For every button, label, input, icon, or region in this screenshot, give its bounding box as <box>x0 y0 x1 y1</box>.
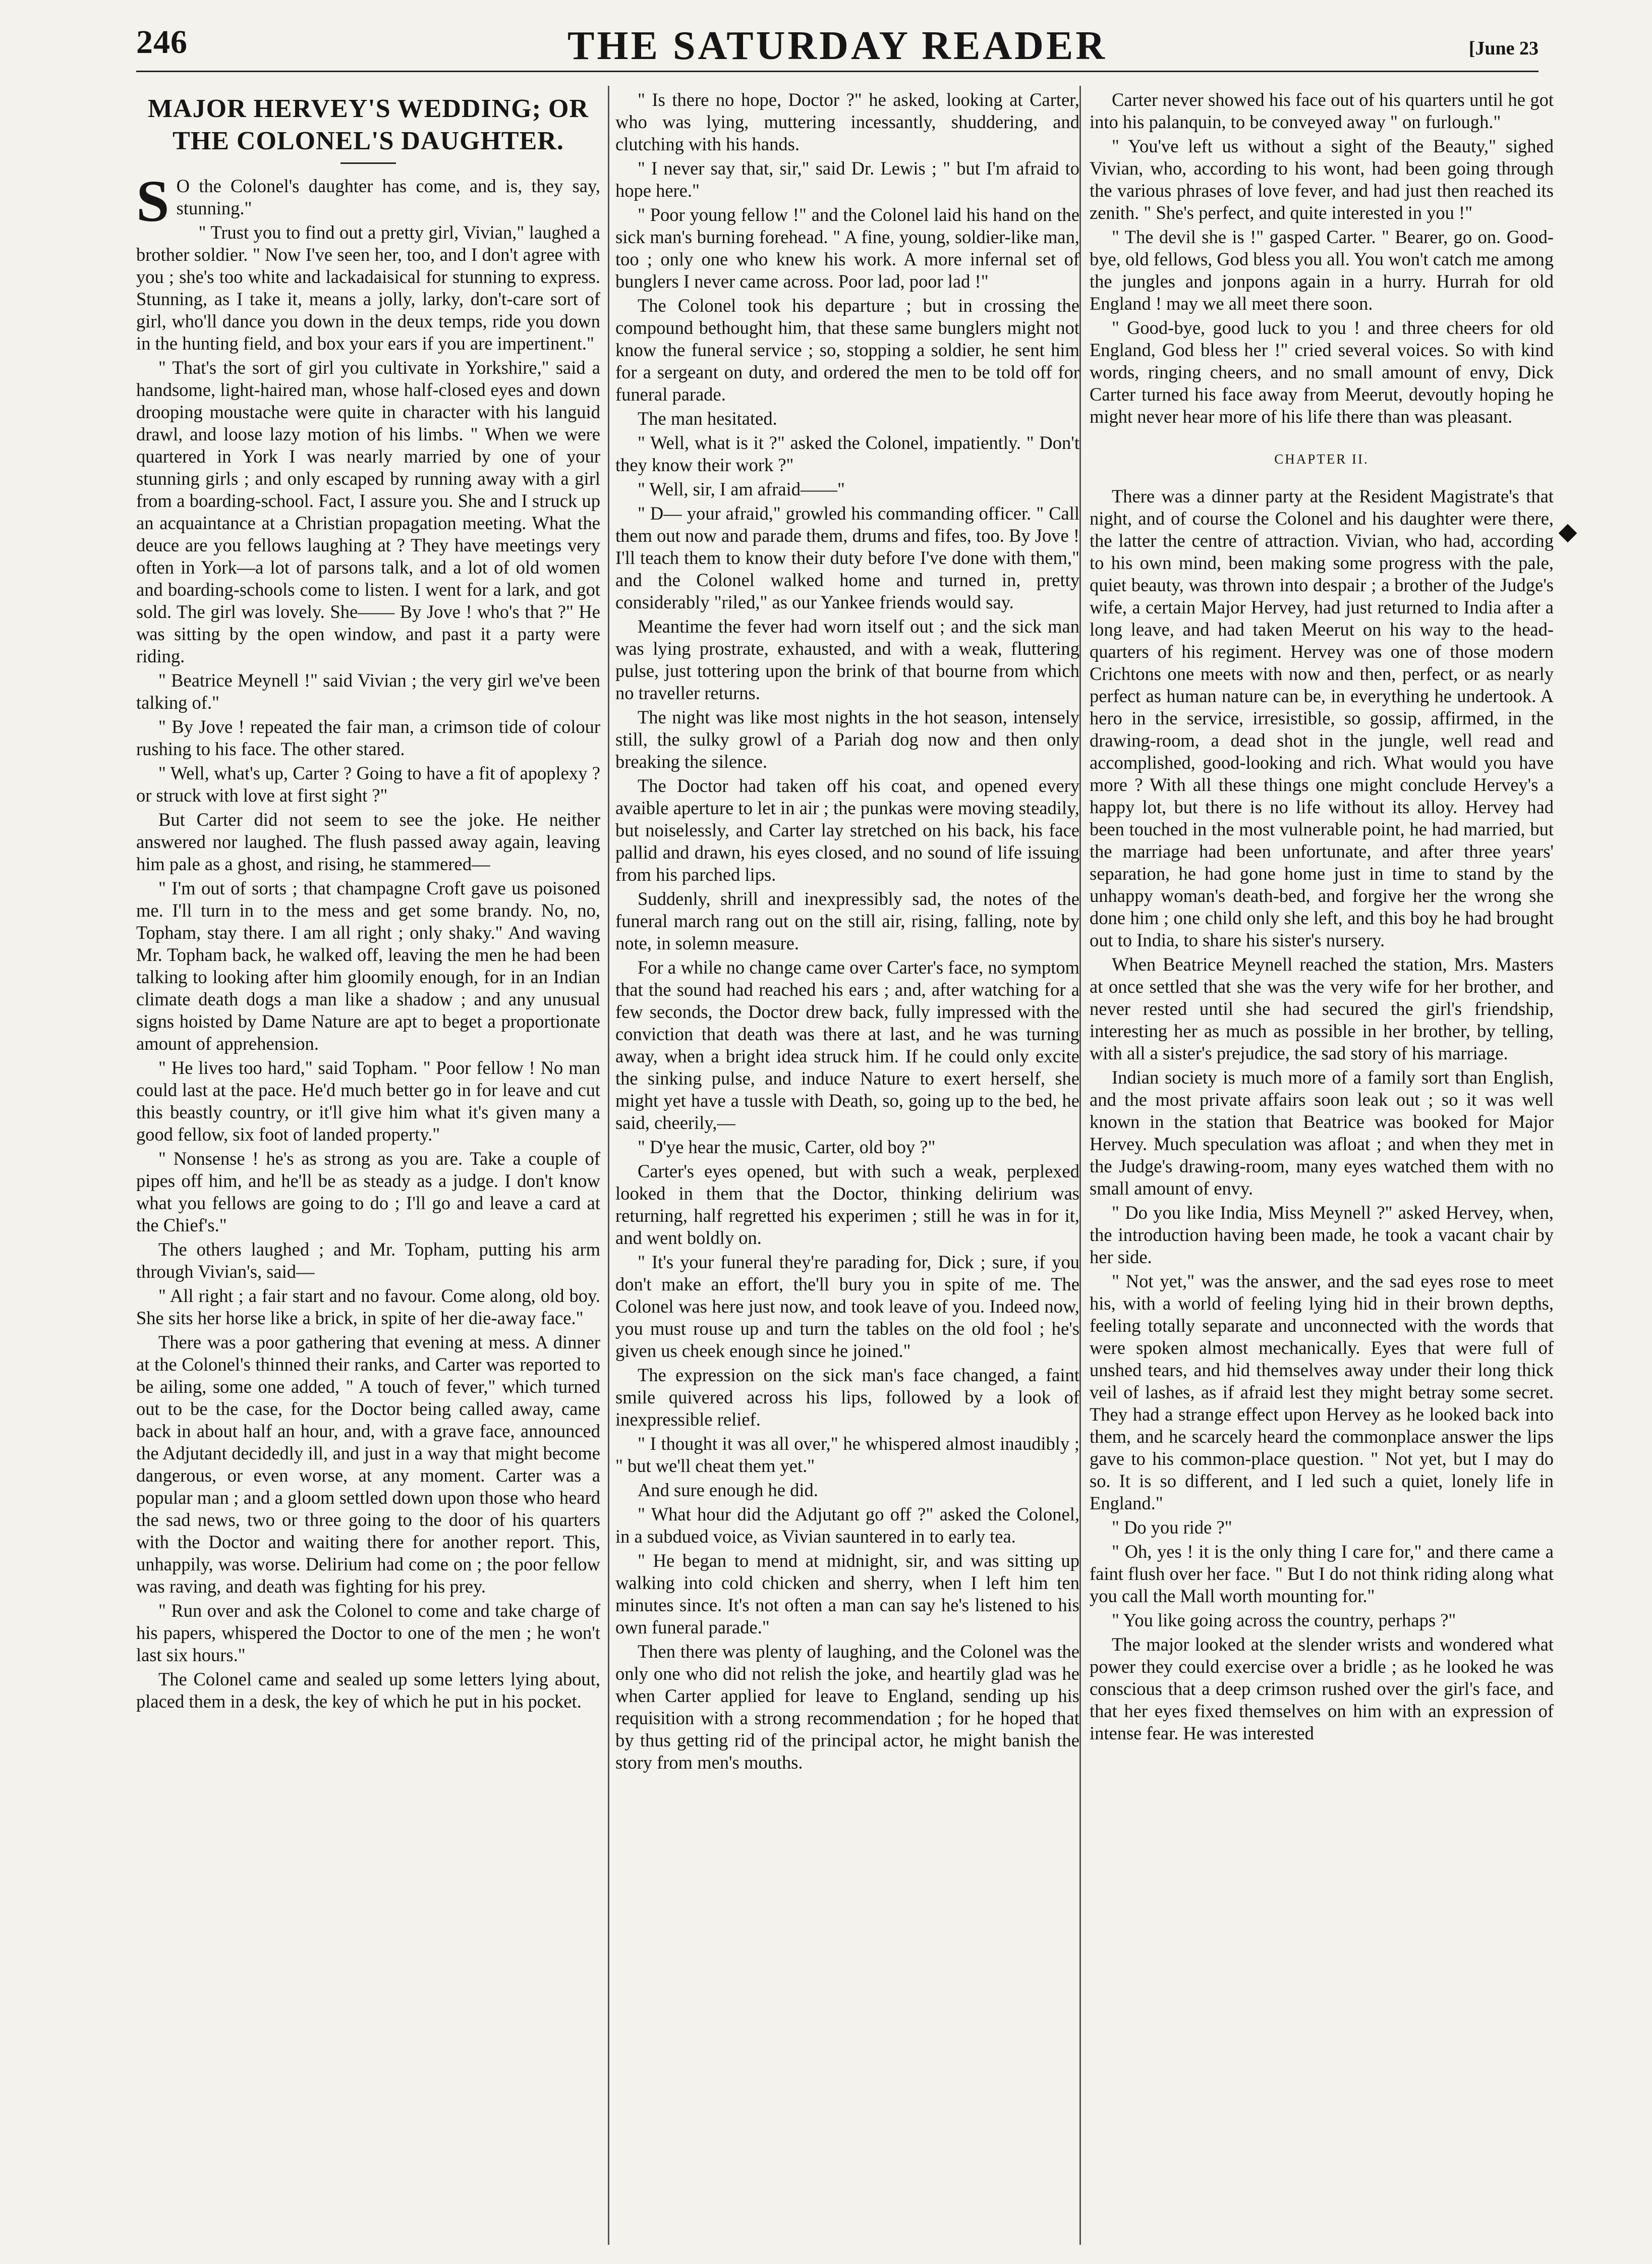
margin-marker-icon <box>1559 524 1577 543</box>
paragraph: There was a dinner party at the Resident Magistrate's that night, and of course the Colonel and his daughter were there, the latter the centre of attraction. Vivian, who had, according to his own mind, been making some progress with the pale, quiet beauty, was thrown into despair ; a brother of the Judge's wife, a certain Major Hervey, had just returned to India after a long leave, and had taken Meerut on his way to the head-quarters of his regiment. Hervey was one of those modern Crichtons one meets with now and then, perfect, or as nearly perfect as human nature can be, in everything he undertook. A hero in the service, irresistible, so gossip, affirmed, in the drawing-room, a dead shot in the jungle, well read and accomplished, good-looking and rich. What would you have more ? With all these things one might conclude Hervey's a happy lot, but there is no life without its alloy. Hervey had been touched in the most vulnerable point, he had married, but the marriage had been unfortunate, and after three years' separation, he had gone home just in time to stand by the unhappy woman's death-bed, and forgive her the wrong she done him ; one child only she left, and this boy he had brought out to India, to share his sister's nursery. <box>1090 486 1554 950</box>
paragraph: " I never say that, sir," said Dr. Lewis ; " but I'm afraid to hope here." <box>615 158 1079 201</box>
paragraph: " Beatrice Meynell !" said Vivian ; the very girl we've been talking of." <box>136 670 600 713</box>
paragraph: " It's your funeral they're parading for, Dick ; sure, if you don't make an effort, the'll bury you in spite of me. The Colonel was here just now, and took leave of you. Indeed now, you must rouse up and turn the tables on the old fool ; he's given us cheek enough since he joined." <box>615 1252 1079 1361</box>
column-3-paragraphs-bottom <box>1090 485 1554 1744</box>
paragraph: " I'm out of sorts ; that champagne Croft gave us poisoned me. I'll turn in to the mess and get some brandy. No, no, Topham, stay there. I am all right ; only shaky." And waving Mr. Topham back, he walked off, leaving the men he had been talking to looking after him gloomily enough, for in an Indian climate death dogs a man like a shadow ; and any unusual signs hoisted by Dame Nature are apt to beget a proportionate amount of apprehension. <box>136 878 600 1054</box>
paragraph: But Carter did not seem to see the joke. He neither answered nor laughed. The flush passed away again, leaving him pale as a ghost, and rising, he stammered— <box>136 809 600 874</box>
paragraph: The night was like most nights in the hot season, intensely still, the sulky growl of a Pariah dog now and then only breaking the silence. <box>615 707 1079 772</box>
paragraph: " Nonsense ! he's as strong as you are. Take a couple of pipes off him, and he'll be as steady as a judge. I don't know what you fellows are going to do ; I'll go and leave a card at the Chief's." <box>136 1148 600 1235</box>
paragraph: " D— your afraid," growled his commanding officer. " Call them out now and parade them, drums and fifes, too. By Jove ! I'll teach them to know their duty before I've done with them," and the Colonel walked home and turned in, pretty considerably "riled," as our Yankee friends would say. <box>615 503 1079 612</box>
paragraph: Meantime the fever had worn itself out ; and the sick man was lying prostrate, exhausted, and with a weak, fluttering pulse, just tottering upon the brink of that bourne from which no traveller returns. <box>615 616 1079 703</box>
page-number: 246 <box>136 24 188 61</box>
paragraph: " Is there no hope, Doctor ?" he asked, looking at Carter, who was lying, muttering incessantly, shuddering, and clutching with his hands. <box>615 89 1079 154</box>
column-divider <box>1079 86 1081 2245</box>
paragraph: " Do you like India, Miss Meynell ?" asked Hervey, when, the introduction having been made, he took a vacant chair by her side. <box>1090 1202 1554 1267</box>
paragraph: The man hesitated. <box>638 408 777 429</box>
paragraph: " Good-bye, good luck to you ! and three cheers for old England, God bless her !" cried several voices. So with kind words, ringing cheers, and no small amount of envy, Dick Carter turned his face away from Meerut, devoutly hoping he might never hear more of his life there than was pleasant. <box>1090 317 1554 427</box>
paragraph: The Doctor had taken off his coat, and opened every avaible aperture to let in air ; the punkas were moving steadily, but noiselessly, and Carter lay stretched on his back, his face pallid and drawn, his eyes closed, and no sound of life issuing from his parched lips. <box>615 775 1079 885</box>
column-3-paragraphs-top <box>1090 89 1554 428</box>
paragraph: When Beatrice Meynell reached the station, Mrs. Masters at once settled that she was the very wife for her brother, and never rested until she had secured the girl's friendship, interesting her as much as possible in her brother, by telling, with all a sister's prejudice, the sad story of his marriage. <box>1090 954 1554 1063</box>
paragraph: " Well, sir, I am afraid——" <box>638 479 845 499</box>
paragraph: The others laughed ; and Mr. Topham, putting his arm through Vivian's, said— <box>136 1239 600 1282</box>
header-rule <box>136 71 1539 72</box>
paragraph: " You like going across the country, perhaps ?" <box>1112 1610 1456 1630</box>
paragraph: " By Jove ! repeated the fair man, a crimson tide of colour rushing to his face. The other stared. <box>136 716 600 759</box>
paragraph: Carter's eyes opened, but with such a weak, perplexed looked in them that the Doctor, thinking delirium was returning, half regretted his experimen ; still he was in for it, and went boldly on. <box>615 1161 1079 1248</box>
drop-cap: S <box>136 168 169 234</box>
paragraph: Then there was plenty of laughing, and the Colonel was the only one who did not relish the joke, and heartily glad was he when Carter applied for leave to England, sending up his requisition with a strong recommendation ; for he hoped that by thus getting rid of the principal actor, he might banish the story from men's mouths. <box>615 1641 1079 1773</box>
paragraph: " He lives too hard," said Topham. " Poor fellow ! No man could last at the pace. He'd much better go in for leave and cut this beastly country, or it'll give him what it's given many a good fellow, six foot of landed property." <box>136 1057 600 1145</box>
paragraph: " You've left us without a sight of the Beauty," sighed Vivian, who, according to his wont, had been going through the various phrases of love fever, and had just then reached its zenith. " She's perfect, and quite interested in you !" <box>1090 136 1554 223</box>
article-title-line-2: THE COLONEL'S DAUGHTER. <box>173 127 564 155</box>
paragraph: The Colonel came and sealed up some letters lying about, placed them in a desk, the key of which he put in his pocket. <box>136 1669 600 1712</box>
paragraph: " That's the sort of girl you cultivate in Yorkshire," said a handsome, light-haired man, whose half-closed eyes and down drooping moustache were quite in character with his languid drawl, and loose lazy motion of his limbs. " When we were quartered in York I was nearly married by one of your stunning girls ; and only escaped by running away with a girl from a boarding-school. Fact, I assure you. She and I struck up an acquaintance at a Christian propagation meeting. What the deuce are you fellows laughing at ? They have meetings very often in York—a lot of parsons talk, and a lot of old women and boarding-schools come to listen. I went for a lark, and got sold. The girl was lovely. She—— By Jove ! who's that ?" He was sitting by the open window, and past it a party were riding. <box>136 357 600 666</box>
paragraph: " Well, what's up, Carter ? Going to have a fit of apoplexy ? or struck with love at first sight ?" <box>136 763 600 806</box>
paragraph: " Trust you to find out a pretty girl, Vivian," laughed a brother soldier. " Now I've seen her, too, and I don't agree with you ; she's too white and lackadaisical for stunning to express. Stunning, as I take it, means a jolly, larky, don't-care sort of girl, who'll dance you down in the deux temps, ride you down in the hunting field, and box your ears if you are impertinent." <box>136 222 600 354</box>
paragraph: " I thought it was all over," he whispered almost inaudibly ; " but we'll cheat them yet." <box>615 1433 1079 1476</box>
paragraph: " Run over and ask the Colonel to come and take charge of his papers, whispered the Doctor to one of the men ; he won't last six hours." <box>136 1600 600 1665</box>
opening-paragraph <box>136 168 600 234</box>
paragraph: " Not yet," was the answer, and the sad eyes rose to meet his, with a world of feeling lying hid in their brown depths, feeling totally separate and unconnected with the words that were spoken almost mechanically. Eyes that were full of unshed tears, and hid themselves away under their long thick veil of lashes, as if afraid lest they might betray some secret. They had a strange effect upon Hervey as he looked back into them, and he scarcely heard the commonplace answer the lips gave to his common-place question. " Not yet, but I may do so. It is so different, and I led such a quiet, lonely life in England." <box>1090 1271 1554 1513</box>
column-3 <box>1090 89 1554 2243</box>
paragraph: The major looked at the slender wrists and wondered what power they could exercise over a bridle ; as he looked he was conscious that a deep crimson rushed over the girl's face, and that her eyes fixed themselves on him with an expression of intense fear. He was interested <box>1090 1634 1554 1743</box>
paragraph: " D'ye hear the music, Carter, old boy ?" <box>638 1137 936 1157</box>
paragraph: " Well, what is it ?" asked the Colonel, impatiently. " Don't they know their work ?" <box>615 432 1079 475</box>
paragraph: " All right ; a fair start and no favour. Come along, old boy. She sits her horse like a brick, in spite of her die-away face." <box>136 1285 600 1328</box>
column-2 <box>615 89 1079 2243</box>
paragraph: The expression on the sick man's face changed, a faint smile quivered across his lips, followed by a look of inexpressible relief. <box>615 1365 1079 1430</box>
paragraph: " Oh, yes ! it is the only thing I care for," and there came a faint flush over her face. " But I do not think riding along what you call the Mall worth mounting for." <box>1090 1541 1554 1606</box>
column-2-paragraphs <box>615 89 1079 1774</box>
paragraph: Indian society is much more of a family sort than English, and the most private affairs soon leak out ; so it was well known in the station that Beatrice was booked for Major Hervey. Much speculation was afloat ; and when they met in the Judge's drawing-room, many eyes watched them with no small amount of envy. <box>1090 1067 1554 1199</box>
chapter-heading: CHAPTER II. <box>1274 451 1369 467</box>
paragraph: Suddenly, shrill and inexpressibly sad, the notes of the funeral march rang out on the still air, rising, falling, note by note, in solemn measure. <box>615 888 1079 953</box>
paragraph: " What hour did the Adjutant go off ?" asked the Colonel, in a subdued voice, as Vivian sauntered in to early tea. <box>615 1504 1079 1547</box>
article-title <box>136 93 600 157</box>
title-rule <box>340 162 396 164</box>
issue-date: [June 23 <box>1468 38 1539 59</box>
column-1-paragraphs <box>136 221 600 1713</box>
paragraph: The Colonel took his departure ; but in crossing the compound bethought him, that these same bunglers might not know the funeral service ; so, stopping a soldier, he sent him for a sergeant on duty, and ordered the men to be told off for funeral parade. <box>615 295 1079 405</box>
paragraph: " Do you ride ?" <box>1112 1517 1232 1538</box>
paragraph: For a while no change came over Carter's face, no symptom that the sound had reached his ears ; and, after watching for a few seconds, the Doctor drew back, fully impressed with the conviction that death was there at last, and he was turning away, when a bright idea struck him. If he could only excite the sinking pulse, and induce Nature to exert herself, she might yet have a tussle with Death, so, going up to the bed, he said, cheerily,— <box>615 957 1079 1133</box>
paragraph: " Poor young fellow !" and the Colonel laid his hand on the sick man's burning forehead. " A fine, young, soldier-like man, too ; only one who knew his work. A more infernal set of bunglers I never came across. Poor lad, poor lad !" <box>615 204 1079 292</box>
page-header <box>136 14 1539 75</box>
paragraph: And sure enough he did. <box>638 1480 818 1500</box>
paragraph: Carter never showed his face out of his quarters until he got into his palanquin, to be conveyed away " on furlough." <box>1090 89 1554 132</box>
paragraph: There was a poor gathering that evening at mess. A dinner at the Colonel's thinned their ranks, and Carter was reported to be ailing, some one added, " A touch of fever," which turned out to be the case, for the Doctor being called away, came back in about half an hour, and, with a grave face, announced the Adjutant decidedly ill, and just in a way that might become dangerous, or even worse, at any moment. Carter was a popular man ; and a gloom settled down upon those who heard the sad news, two or three going to the door of his quarters with the Doctor and waiting there for another report. This, unhappily, was worse. Delirium had come on ; the poor fellow was raving, and death was fighting for his prey. <box>136 1332 600 1597</box>
paragraph: " The devil she is !" gasped Carter. " Bearer, go on. Good-bye, old fellows, God bless you all. You won't catch me among the jungles and jonpons again in a hurry. Hurrah for old England ! may we all meet there soon. <box>1090 227 1554 314</box>
journal-title: THE SATURDAY READER <box>567 24 1107 68</box>
paragraph: " He began to mend at midnight, sir, and was sitting up walking into cold chicken and sherry, when I left him ten minutes since. It's not often a man can say he's listened to his own funeral parade." <box>615 1550 1079 1637</box>
column-divider <box>608 86 609 2245</box>
opening-paragraph-text: O the Colonel's daughter has come, and is, they say, stunning." <box>176 176 600 218</box>
article-title-line-1: MAJOR HERVEY'S WEDDING; OR <box>147 94 589 123</box>
column-1 <box>136 89 600 2243</box>
